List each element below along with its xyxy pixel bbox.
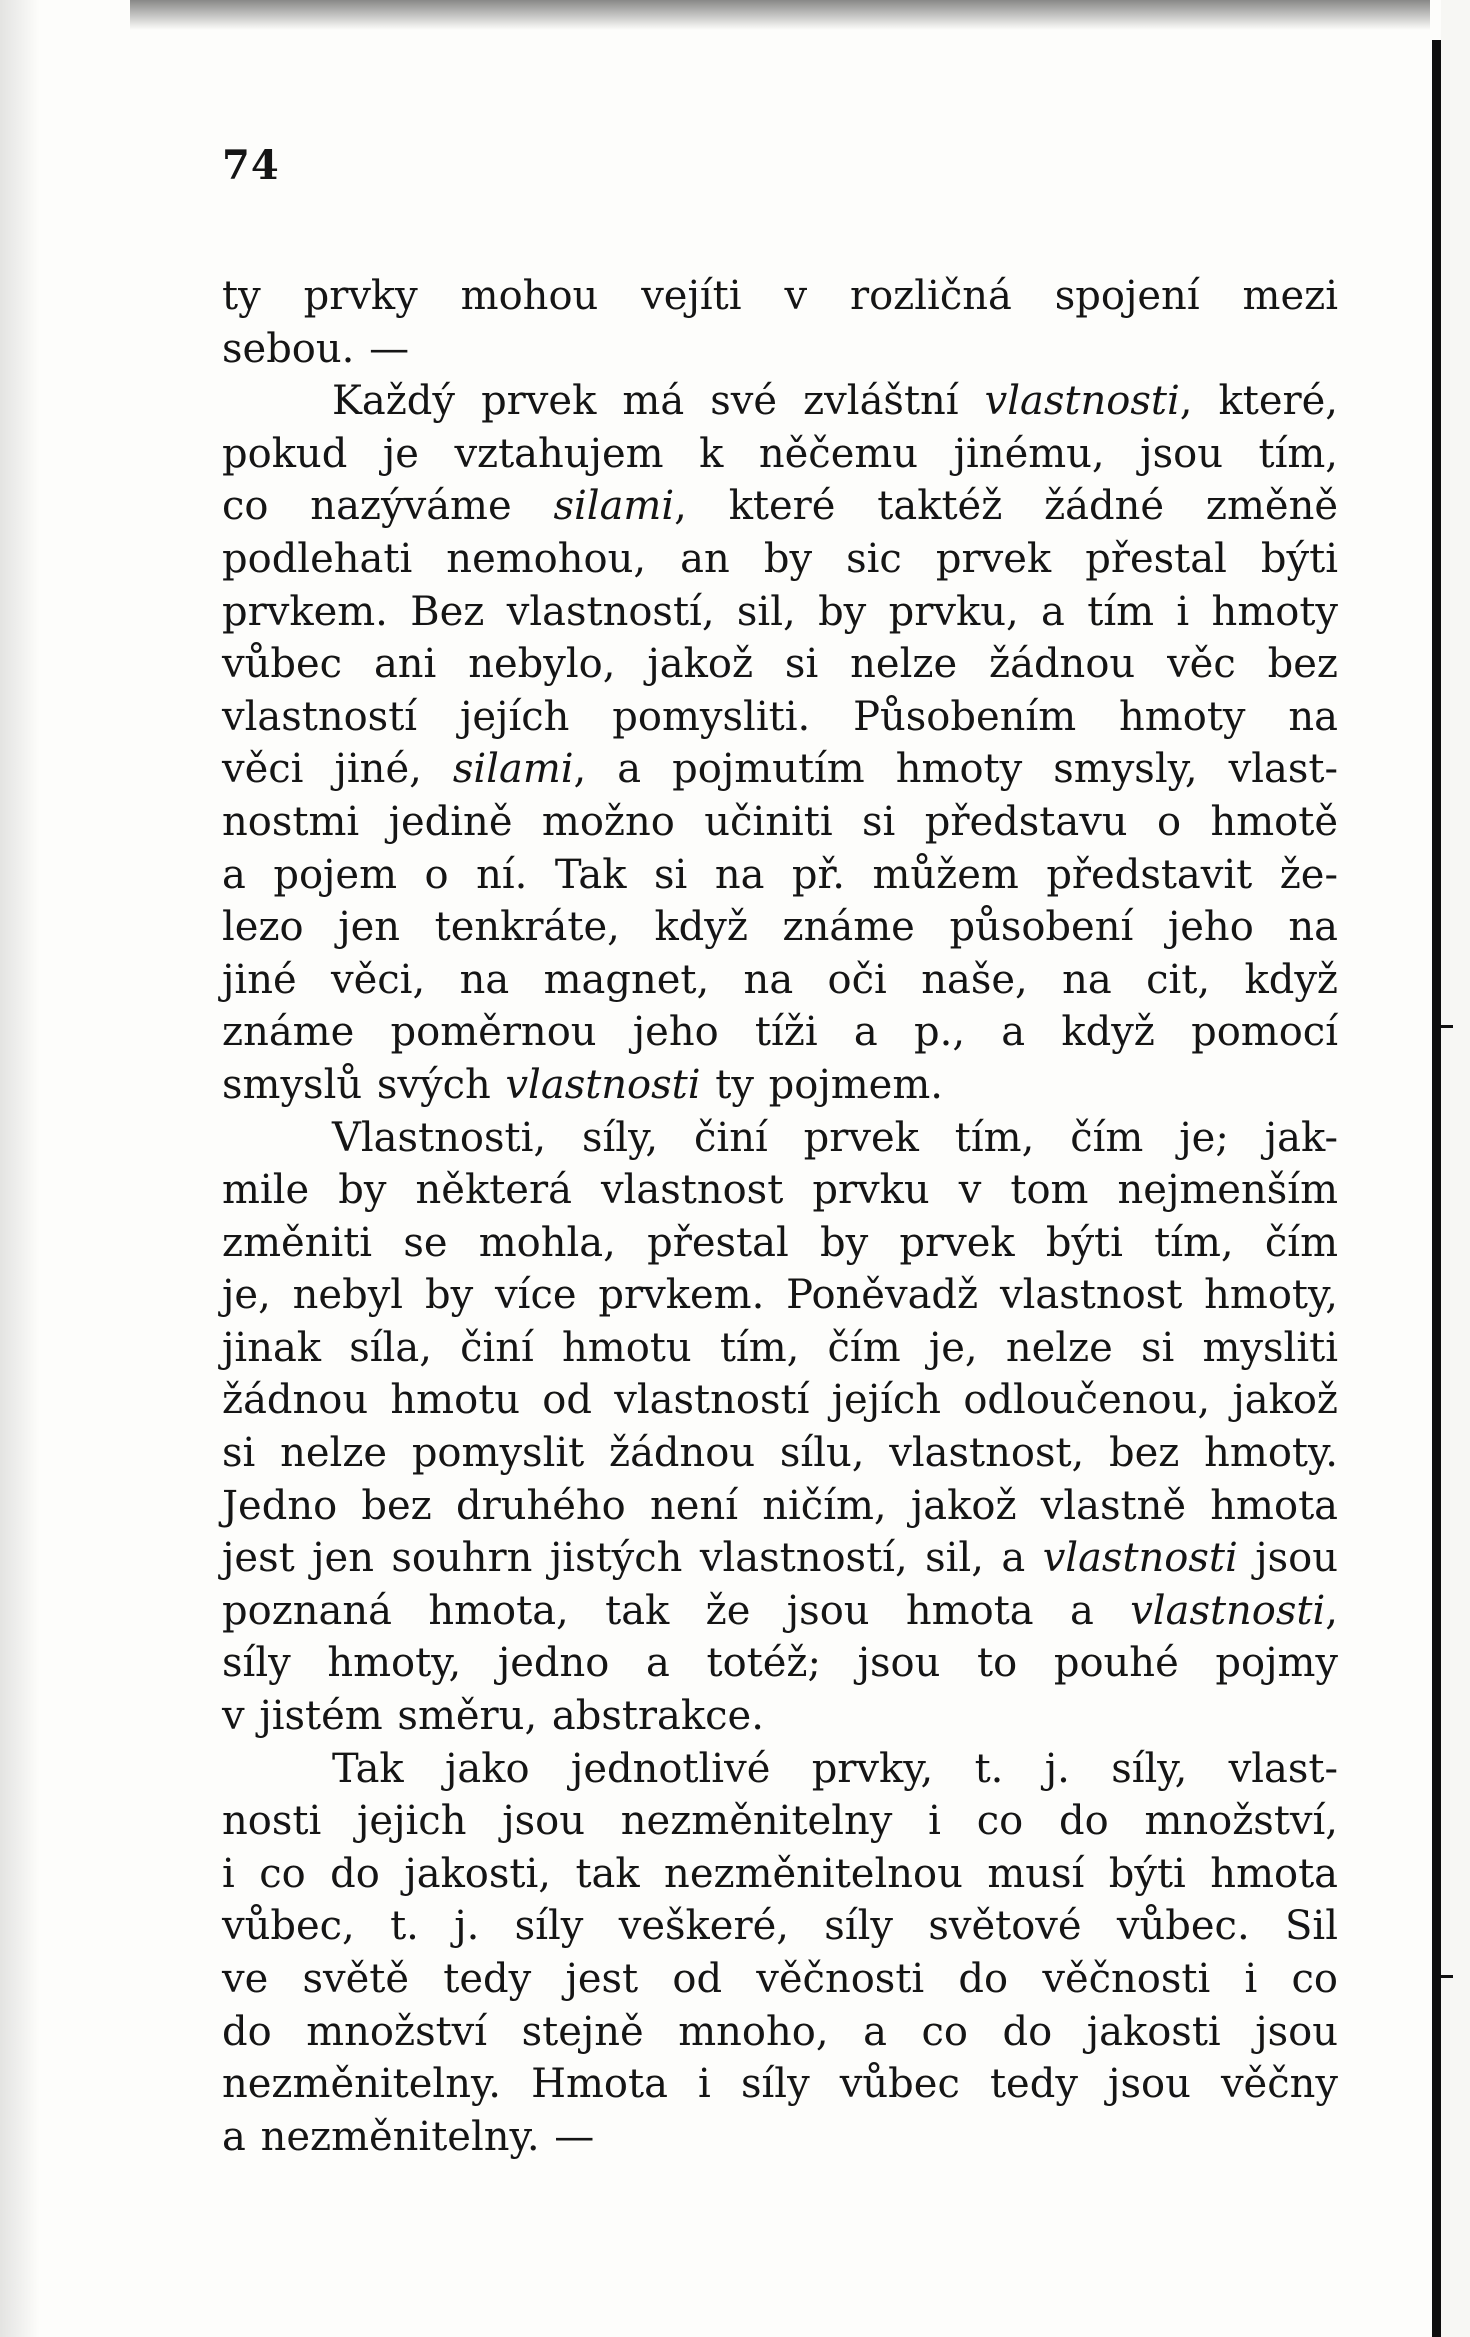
text-line: jest jen souhrn jistých vlastností, sil, a vlastnosti jsou [222, 1535, 1338, 1582]
text-line: jiné věci, na magnet, na oči naše, na cit, když [222, 956, 1338, 1003]
text-line: i co do jakosti, tak nezměnitelnou musí býti hmota [222, 1850, 1338, 1897]
text-line: vlastností jejích pomysliti. Působením hmoty na [222, 693, 1338, 740]
text-line: Tak jako jednotlivé prvky, t. j. síly, vlast- [332, 1745, 1338, 1792]
text-line: změniti se mohla, přestal by prvek býti tím, čím [222, 1219, 1338, 1266]
text-line: co nazýváme silami, které taktéž žádné změně [222, 483, 1338, 530]
text-line: Každý prvek má své zvláštní vlastnosti, které, [332, 378, 1339, 425]
text-line: podlehati nemohou, an by sic prvek přestal býti [222, 535, 1338, 582]
text-line: známe poměrnou jeho tíži a p., a když pomocí [222, 1009, 1338, 1056]
text-line: lezo jen tenkráte, když známe působení jeho na [222, 904, 1338, 951]
text-line: smyslů svých vlastnosti ty pojmem. [222, 1061, 943, 1108]
text-line: do množství stejně mnoho, a co do jakosti jsou [222, 2008, 1338, 2055]
text-line: poznaná hmota, tak že jsou hmota a vlastnosti, [222, 1587, 1338, 1634]
text-line: prvkem. Bez vlastností, sil, by prvku, a tím i hmoty [222, 588, 1338, 635]
emphasized-word: silami [452, 746, 574, 793]
body-text [222, 270, 1338, 2163]
emphasized-word: silami [553, 483, 675, 530]
text-line: síly hmoty, jedno a totéž; jsou to pouhé pojmy [222, 1640, 1338, 1687]
emphasized-word: vlastnosti [984, 378, 1180, 425]
text-line: v jistém směru, abstrakce. [222, 1693, 764, 1740]
emphasized-word: vlastnosti [1130, 1587, 1326, 1634]
text-line: vůbec ani nebylo, jakož si nelze žádnou věc bez [222, 641, 1338, 688]
scan-right-tick [1441, 1975, 1453, 1978]
scan-right-gutter [1441, 0, 1470, 2337]
emphasized-word: vlastnosti [505, 1061, 701, 1108]
text-line: vůbec, t. j. síly veškeré, síly světové vůbec. Sil [222, 1903, 1338, 1950]
text-line: jinak síla, činí hmotu tím, čím je, nelze si mysliti [222, 1324, 1338, 1371]
text-line: Vlastnosti, síly, činí prvek tím, čím je; jak- [332, 1114, 1338, 1161]
text-line: nezměnitelny. Hmota i síly vůbec tedy jsou věčny [222, 2061, 1338, 2108]
text-line: a nezměnitelny. — [222, 2113, 595, 2160]
text-line: je, nebyl by více prvkem. Poněvadž vlastnost hmoty, [222, 1272, 1338, 1319]
text-line: nostmi jedině možno učiniti si představu o hmotě [222, 798, 1338, 845]
text-line: ty prvky mohou vejíti v rozličná spojení mezi [222, 273, 1338, 319]
text-line: mile by některá vlastnost prvku v tom nejmenším [222, 1167, 1338, 1214]
text-line: Jedno bez druhého není ničím, jakož vlastně hmota [222, 1482, 1338, 1529]
text-line: věci jiné, silami, a pojmutím hmoty smysly, vlast- [222, 746, 1338, 793]
text-line: sebou. — [222, 325, 410, 372]
scan-left-edge [0, 0, 40, 2337]
scan-top-smudge [130, 0, 1430, 30]
text-line: ve světě tedy jest od věčnosti do věčnosti i co [222, 1956, 1338, 2002]
scan-right-border [1432, 40, 1441, 2337]
text-line: žádnou hmotu od vlastností jejích odloučenou, jakož [222, 1377, 1338, 1424]
text-line: a pojem o ní. Tak si na př. můžem představit že- [222, 851, 1338, 898]
scan-right-tick [1441, 1025, 1453, 1028]
text-line: si nelze pomyslit žádnou sílu, vlastnost, bez hmoty. [222, 1430, 1338, 1477]
emphasized-word: vlastnosti [1042, 1535, 1238, 1582]
text-line: pokud je vztahujem k něčemu jinému, jsou tím, [222, 430, 1338, 477]
text-line: nosti jejich jsou nezměnitelny i co do množství, [222, 1798, 1338, 1845]
page-number: 74 [222, 142, 280, 189]
